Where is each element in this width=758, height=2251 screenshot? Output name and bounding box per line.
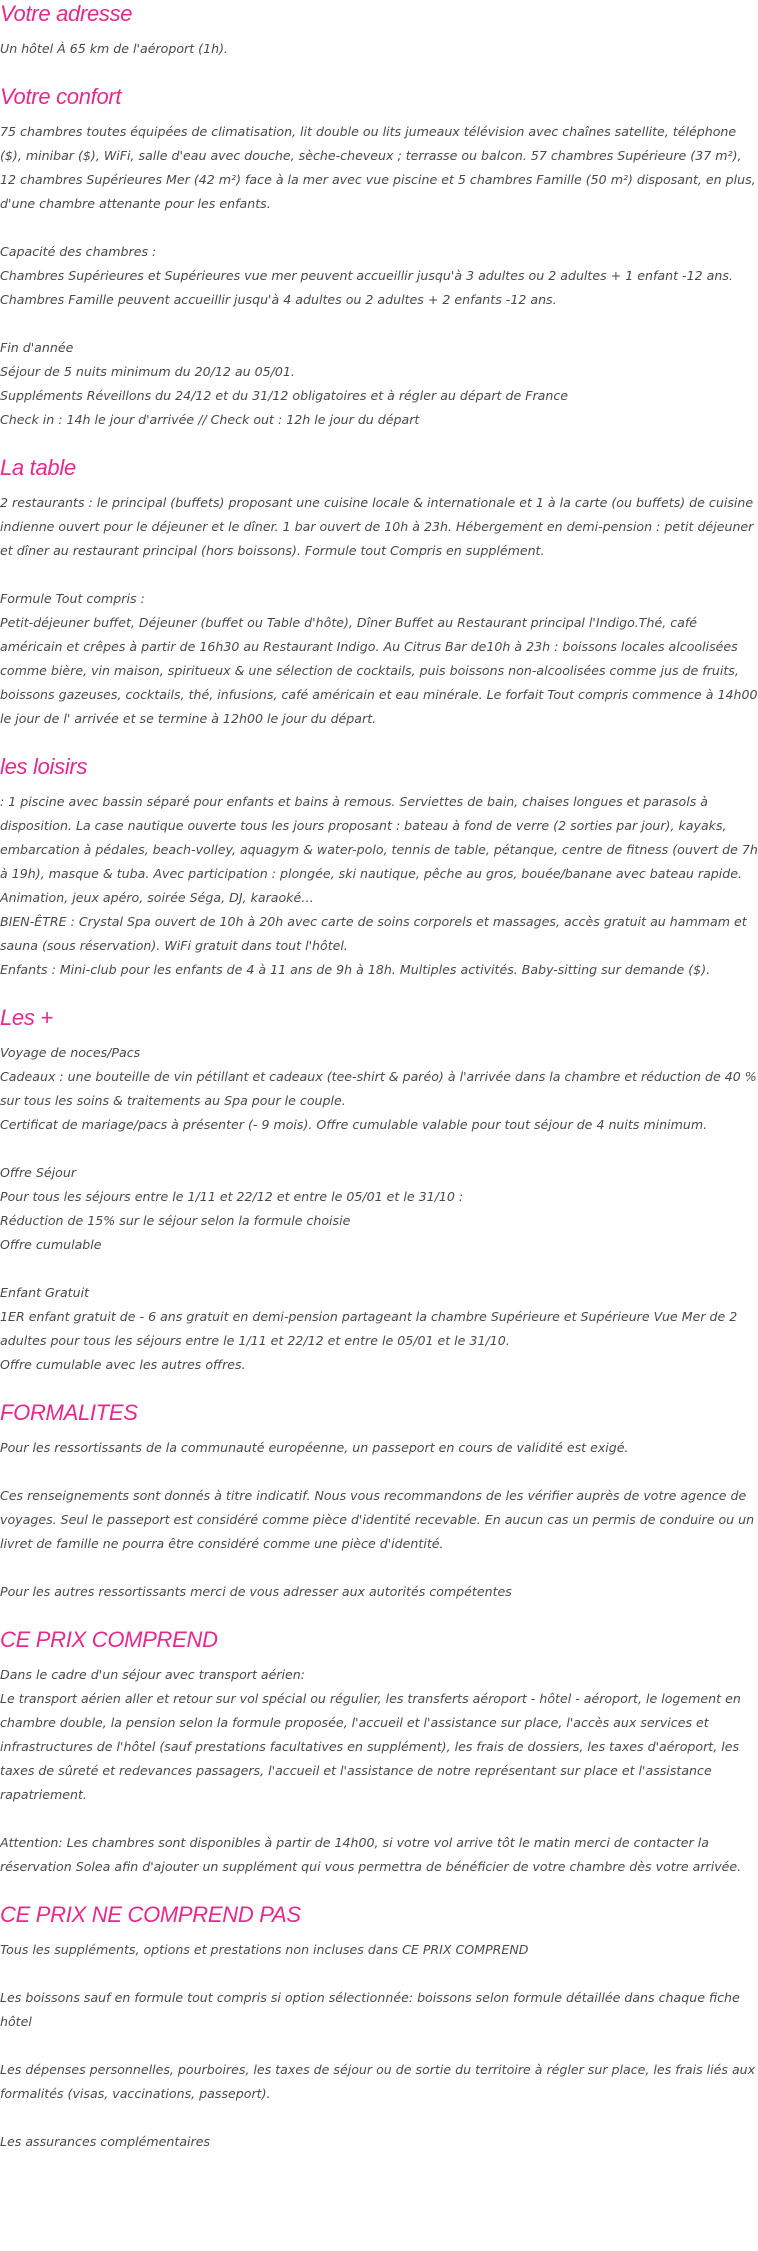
text-line: Pour les ressortissants de la communauté européenne, un passeport en cours de validité est exigé. [0, 1440, 629, 1455]
section-title: Votre confort [0, 84, 122, 109]
text-line: Tous les suppléments, options et prestations non incluses dans CE PRIX COMPREND [0, 1942, 529, 1957]
text-line: 1ER enfant gratuit de - 6 ans gratuit en demi-pension partageant la chambre Supérieure et Supérieure Vue Mer de 2 adultes pour tous les séjours entre le 1/11 et 22/12 et entre le 05/01 et le 31/10. [0, 1309, 738, 1348]
text-line: Suppléments Réveillons du 24/12 et du 31/12 obligatoires et à régler au départ de France [0, 388, 569, 403]
section-paragraph [0, 1041, 758, 1137]
section-title: CE PRIX COMPREND [0, 1627, 218, 1652]
text-line: Chambres Supérieures et Supérieures vue mer peuvent accueillir jusqu'à 3 adultes ou 2 adultes + 1 enfant -12 ans. [0, 268, 733, 283]
section-paragraph [0, 336, 758, 432]
section-ce-prix-comprend [0, 1626, 758, 1901]
section-paragraph [0, 1580, 758, 1604]
text-line: Enfants : Mini-club pour les enfants de 4 à 11 ans de 9h à 18h. Multiples activités. Baby-sitting sur demande ($). [0, 962, 711, 977]
section-paragraph [0, 491, 758, 563]
section-paragraph [0, 1986, 758, 2034]
text-line: Offre cumulable [0, 1237, 102, 1252]
text-line: Les assurances complémentaires [0, 2134, 211, 2149]
text-line: Un hôtel À 65 km de l'aéroport (1h). [0, 41, 228, 56]
text-line: Les boissons sauf en formule tout compris si option sélectionnée: boissons selon formule détaillée dans chaque fiche hôtel [0, 1990, 740, 2029]
section-la-table [0, 454, 758, 753]
section-paragraph [0, 1938, 758, 1962]
text-line: : 1 piscine avec bassin séparé pour enfants et bains à remous. Serviettes de bain, chaises longues et parasols à disposition. La case nautique ouverte tous les jours proposant : bateau à fond de verre (2 sorties par jour), kayaks, embarcation à pédales, beach-volley, aquagym & water-polo, tennis de table, pétanque, centre de fitness (ouvert de 7h à 19h), masque & tuba. Avec participation : plongée, ski nautique, pêche au gros, bouée/banane avec bateau rapide. Animation, jeux apéro, soirée Séga, DJ, karaoké… [0, 794, 758, 905]
section-paragraph [0, 587, 758, 731]
text-line: Dans le cadre d'un séjour avec transport aérien: [0, 1667, 306, 1682]
section-paragraph [0, 1831, 758, 1879]
text-line: Capacité des chambres : [0, 244, 157, 259]
text-line: BIEN-ÊTRE : Crystal Spa ouvert de 10h à 20h avec carte de soins corporels et massages, accès gratuit au hammam et sauna (sous réservation). WiFi gratuit dans tout l'hôtel. [0, 914, 747, 953]
text-line: Offre cumulable avec les autres offres. [0, 1357, 246, 1372]
text-line: Petit-déjeuner buffet, Déjeuner (buffet ou Table d'hôte), Dîner Buffet au Restaurant principal l'Indigo.Thé, café américain et crêpes à partir de 16h30 au Restaurant Indigo. Au Citrus Bar de10h à 23h : boissons locales alcoolisées comme bière, vin maison, spiritueux & une sélection de cocktails, puis boissons non-alcoolisées comme jus de fruits, boissons gazeuses, cocktails, thé, infusions, café américain et eau minérale. Le forfait Tout compris commence à 14h00 le jour de l' arrivée et se termine à 12h00 le jour du départ. [0, 615, 758, 726]
section-paragraph [0, 120, 758, 216]
section-paragraph [0, 1161, 758, 1257]
text-line: Cadeaux : une bouteille de vin pétillant et cadeaux (tee-shirt & paréo) à l'arrivée dans la chambre et réduction de 40 % sur tous les soins & traitements au Spa pour le couple. [0, 1069, 757, 1108]
text-line: Formule Tout compris : [0, 591, 145, 606]
section-paragraph [0, 37, 758, 61]
text-line: Pour les autres ressortissants merci de vous adresser aux autorités compétentes [0, 1584, 512, 1599]
section-paragraph [0, 1436, 758, 1460]
text-line: Voyage de noces/Pacs [0, 1045, 141, 1060]
text-line: Réduction de 15% sur le séjour selon la formule choisie [0, 1213, 351, 1228]
section-title: Les + [0, 1005, 53, 1030]
section-les-loisirs [0, 753, 758, 1004]
section-title: Votre adresse [0, 1, 133, 26]
text-line: Check in : 14h le jour d'arrivée // Check out : 12h le jour du départ [0, 412, 420, 427]
section-paragraph [0, 790, 758, 982]
text-line: Fin d'année [0, 340, 74, 355]
text-line: 2 restaurants : le principal (buffets) proposant une cuisine locale & internationale et 1 à la carte (ou buffets) de cuisine indienne ouvert pour le déjeuner et le dîner. 1 bar ouvert de 10h à 23h. Hébergement en demi-pension : petit déjeuner et dîner au restaurant principal (hors boissons). Formule tout Compris en supplément. [0, 495, 754, 558]
section-title: les loisirs [0, 754, 88, 779]
section-paragraph [0, 1663, 758, 1807]
text-line: Enfant Gratuit [0, 1285, 90, 1300]
text-line: Offre Séjour [0, 1165, 77, 1180]
text-line: Le transport aérien aller et retour sur vol spécial ou régulier, les transferts aéroport - hôtel - aéroport, le logement en chambre double, la pension selon la formule proposée, l'accueil et l'assistance sur place, l'accès aux services et infrastructures de l'hôtel (sauf prestations facultatives en supplément), les frais de dossiers, les taxes d'aéroport, les taxes de sûreté et redevances passagers, l'accueil et l'assistance de notre représentant sur place et l'assistance rapatriement. [0, 1691, 741, 1802]
text-line: 75 chambres toutes équipées de climatisation, lit double ou lits jumeaux télévision avec chaînes satellite, téléphone ($), minibar ($), WiFi, salle d'eau avec douche, sèche-cheveux ; terrasse ou balcon. 57 chambres Supérieure (37 m²), 12 chambres Supérieures Mer (42 m²) face à la mer avec vue piscine et 5 chambres Famille (50 m²) disposant, en plus, d'une chambre attenante pour les enfants. [0, 124, 756, 211]
section-title: La table [0, 455, 76, 480]
section-paragraph [0, 1281, 758, 1377]
text-line: Attention: Les chambres sont disponibles à partir de 14h00, si votre vol arrive tôt le matin merci de contacter la réservation Solea afin d'ajouter un supplément qui vous permettra de bénéficier de votre chambre dès votre arrivée. [0, 1835, 742, 1874]
section-title: CE PRIX NE COMPREND PAS [0, 1902, 301, 1927]
text-line: Pour tous les séjours entre le 1/11 et 22/12 et entre le 05/01 et le 31/10 : [0, 1189, 464, 1204]
text-line: Séjour de 5 nuits minimum du 20/12 au 05/01. [0, 364, 295, 379]
section-paragraph [0, 240, 758, 312]
section-paragraph [0, 2130, 758, 2154]
section-ce-prix-ne-comprend-pas [0, 1901, 758, 2176]
section-votre-confort [0, 83, 758, 454]
section-paragraph [0, 1484, 758, 1556]
text-line: Chambres Famille peuvent accueillir jusqu'à 4 adultes ou 2 adultes + 2 enfants -12 ans. [0, 292, 557, 307]
section-paragraph [0, 2058, 758, 2106]
section-title: FORMALITES [0, 1400, 138, 1425]
text-line: Certificat de mariage/pacs à présenter (- 9 mois). Offre cumulable valable pour tout séjour de 4 nuits minimum. [0, 1117, 708, 1132]
section-votre-adresse [0, 0, 758, 83]
text-line: Ces renseignements sont donnés à titre indicatif. Nous vous recommandons de les vérifier auprès de votre agence de voyages. Seul le passeport est considéré comme pièce d'identité recevable. En aucun cas un permis de conduire ou un livret de famille ne pourra être considéré comme une pièce d'identité. [0, 1488, 755, 1551]
section-les [0, 1004, 758, 1399]
text-line: Les dépenses personnelles, pourboires, les taxes de séjour ou de sortie du territoire à régler sur place, les frais liés aux formalités (visas, vaccinations, passeport). [0, 2062, 756, 2101]
section-formalites [0, 1399, 758, 1626]
